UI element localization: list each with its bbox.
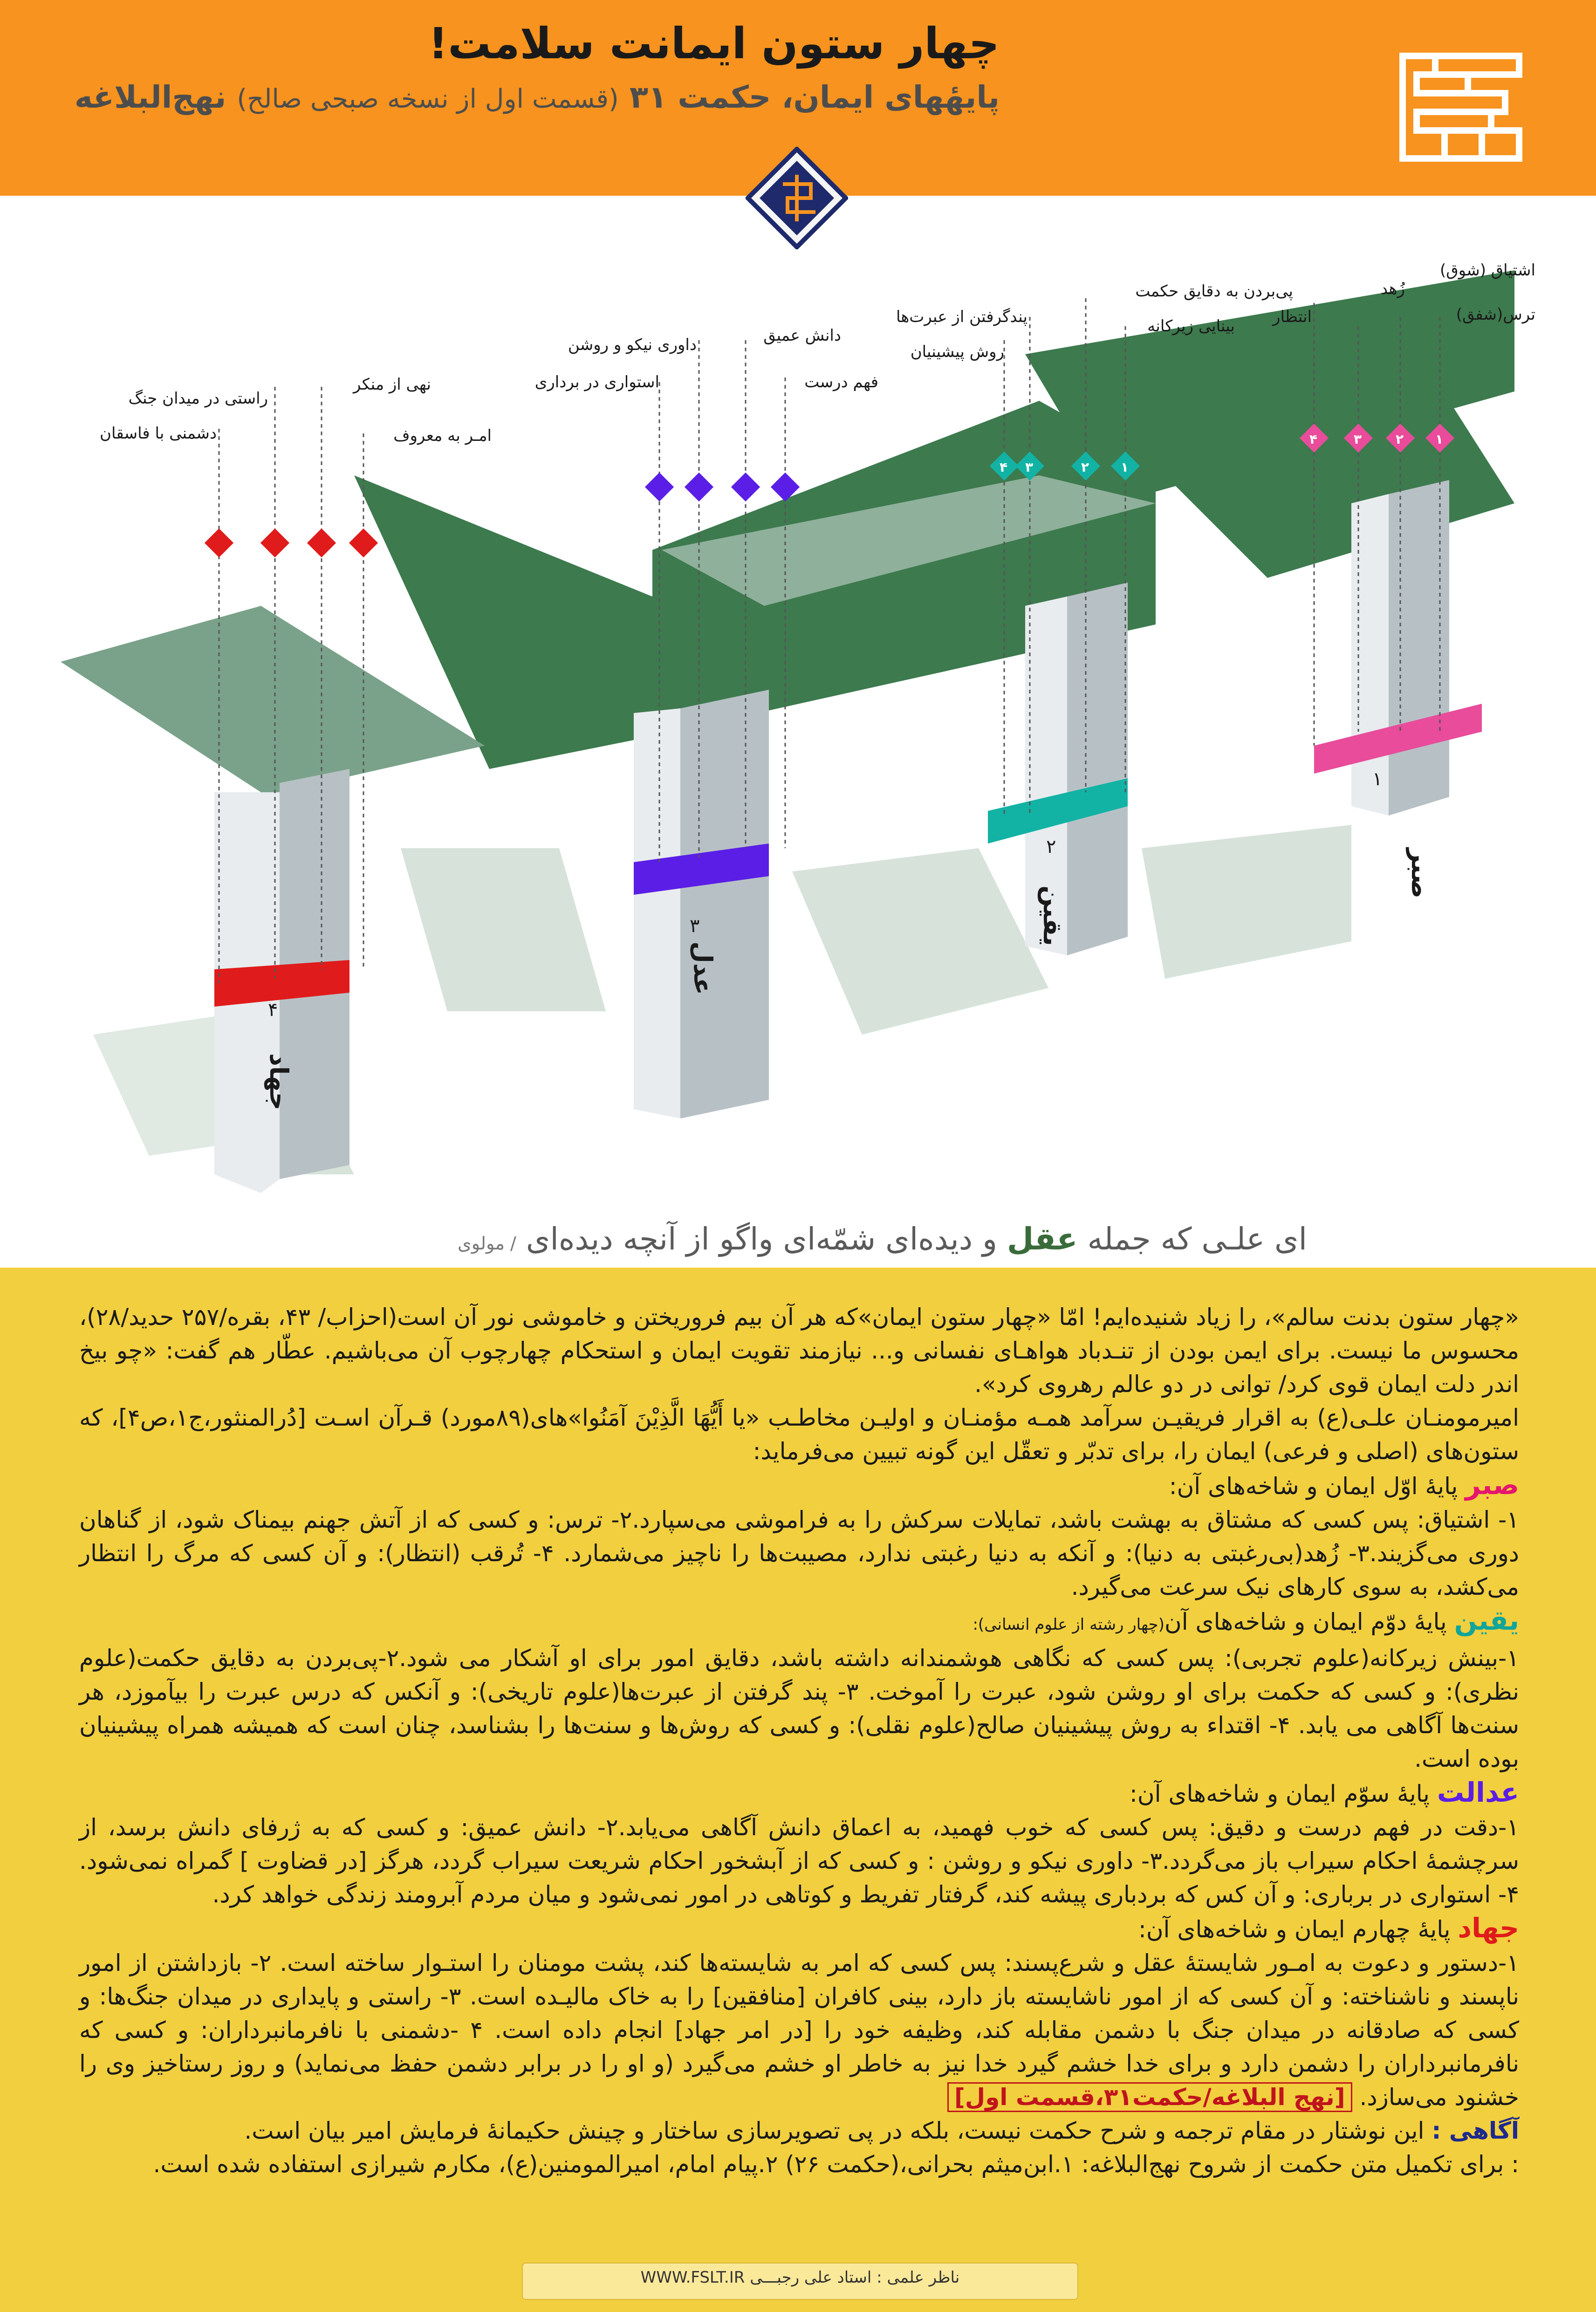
- svg-text:۲: ۲: [1081, 460, 1089, 475]
- footer-text: ناظر علمی : استاد علی رجبـــی WWW.FSLT.IR: [640, 2268, 960, 2287]
- quote-poet: / مولوی: [458, 1233, 516, 1254]
- subtitle-paren: (قسمت اول از نسخه صبحی صالح): [237, 84, 619, 114]
- label-sabr-4: انتظار: [1273, 308, 1312, 326]
- pillar-name-sabr: صبر: [1406, 848, 1435, 899]
- pillar-number-jihad: ۴: [268, 999, 278, 1021]
- jihad-paragraph: ۱-دستور و دعوت به امـور شایستهٔ عقل و شرع‌پسند: پس کسی که امر به شایسته‌ها کند، پشت مومنان را استـوار ساخته است. ۲- بازداشتن از امور ناپسند و ناشناخته: و آن کسی که از امور ناشایسته باز دارد، بینی کافران [منافقین] را به خاک مالیـده است. ۳- راستی و پایداری در میدان جنگ‌ها: و کسی که صادقانه در میدان جنگ با دشمن مقابله کند، وظیفه خود را [در امر جهاد] انجام داده است. ۴ -دشمنی با نافرمانبرداران: و کسی که نافرمانبرداران را دشمن دارد و برای خدا خشم گیرد خدا نیز به خاطر او خشم می‌گیرد (و او را در برابر دشمن حفظ می‌نماید) و روز رستاخیز وی را خشنود می‌سازد. [نهج البلاغه/حکمت۳۱،قسمت اول]: [79, 1946, 1519, 2114]
- pillar-name-yaqin: یقین: [1038, 885, 1067, 946]
- intro-paragraph-2: امیرمومنـان علـی(ع) به اقرار فریقیـن سرآمد همـه مؤمنـان و اولیـن مخاطـب «یا أَیُّهَا الَّذِیْنَ آمَنُوا»های(۸۹مورد) قـرآن اسـت [دُرالمنثور،ج۱،ص۴]، که ستون‌های (اصلی و فرعی) ایمان را، برای تدبّر و تعقّل این گونه تبیین می‌فرماید:: [79, 1404, 1519, 1465]
- subtitle-book: نهج‌البلاغه: [74, 79, 226, 115]
- label-yaqin-2: بینایی زیرکانه: [1147, 317, 1235, 336]
- label-jihad-3: راستی در میدان جنگ: [128, 389, 268, 408]
- label-adl-1: دانش عمیق: [763, 326, 841, 345]
- yaqin-paragraph: ۱-بینش زیرکانه(علوم تجربی): پس کسی که نگاهی هوشمندانه داشته باشد، دقایق امور برای او آشکار می شود.۲-پی‌بردن به دقایق حکمت(علوم نظری): و کسی که حکمت برای او روشن شود، عبرت را آموخت. ۳- پند گرفتن از عبرت‌ها(علوم تاریخی): و آنکس که درس عبرت را بیآموزد، هر سنت‌ها آگاهی می یابد. ۴- اقتداء به روش پیشینیان صالح(علوم نقلی): و کسی که روش‌ها و سنت‌ها را بشناسد، چنان است که همیشه همراه پیشینیان بوده است.: [79, 1645, 1520, 1772]
- svg-text:۳: ۳: [1354, 432, 1362, 447]
- pillar-name-jihad: جهاد: [264, 1053, 294, 1111]
- sabr-heading: صبر پایهٔ اوّل ایمان و شاخه‌های آن:: [1169, 1469, 1519, 1501]
- yaqin-heading: یقین پایهٔ دوّم ایمان و شاخه‌های آن(چهار رشته از علوم انسانی):: [973, 1605, 1519, 1636]
- adl-heading: عدالت پایهٔ سوّم ایمان و شاخه‌های آن:: [1130, 1777, 1519, 1808]
- kufic-logo-icon: [1398, 47, 1524, 163]
- label-jihad-4: دشمنی با فاسقان: [100, 424, 217, 443]
- pillar-number-sabr: ۱: [1372, 768, 1383, 790]
- source-reference: [نهج البلاغه/حکمت۳۱،قسمت اول]: [947, 2082, 1352, 2112]
- label-yaqin-3: پندگرفتن از عبرت‌ها: [896, 308, 1027, 326]
- svg-text:۱: ۱: [1435, 432, 1444, 447]
- svg-text:۴: ۴: [1309, 432, 1318, 447]
- label-adl-4: استواری در برداری: [534, 373, 659, 391]
- label-sabr-3: زُهد: [1380, 280, 1405, 298]
- subtitle-main: پایهٔهای ایمان، حکمت ۳۱: [629, 79, 1000, 115]
- pillar-number-adl: ۳: [690, 915, 700, 937]
- footer-credit: [522, 2263, 1078, 2300]
- pillar-number-yaqin: ۲: [1046, 836, 1056, 858]
- label-yaqin-1: پی‌بردن به دقایق حکمت: [1135, 282, 1293, 301]
- svg-text:۳: ۳: [1025, 460, 1034, 475]
- label-sabr-1: اشتیاق (شوق): [1440, 261, 1535, 280]
- jihad-heading: جهاد پایهٔ چهارم ایمان و شاخه‌های آن:: [1138, 1912, 1519, 1944]
- emblem-icon: [746, 147, 848, 249]
- label-sabr-2: ترس(شفق): [1456, 305, 1535, 324]
- label-jihad-1: نهی از منکر: [353, 375, 431, 394]
- quote-part2: و دیده‌ای شمّه‌ای واگو از آنچه دیده‌ای: [526, 1221, 998, 1257]
- adl-paragraph: ۱-دقت در فهم درست و دقیق: پس کسی که خوب فهمید، به اعماق دانش آگاهی می‌یابد.۲- دانش عمیق: و کسی که به ژرفای دانش برسد، از سرچشمهٔ احکام سیراب باز می‌گردد.۳- داوری نیکو و روشن : و کسی که از آبشخور احکام شریعت سیراب گردد، هرگز [در قضاوت ] گمراه نمی‌شود. ۴- استواری در برباری: و آن کس که بردباری پیشه کند، گرفتار تفریط و کوتاهی در امور نمی‌شود و میان مردم آبرومند زندگی خواهد کرد.: [79, 1814, 1520, 1908]
- poem-quote: [458, 1221, 1307, 1257]
- body-text: [79, 1300, 1519, 2181]
- label-jihad-2: امـر به معروف: [393, 426, 492, 445]
- label-adl-3: داوری نیکو و روشن: [568, 336, 697, 354]
- sabr-paragraph: ۱- اشتیاق: پس کسی که مشتاق به بهشت باشد، تمایلات سرکش را به فراموشی می‌سپارد.۲- ترس: و کسی که از آتش جهنم بیمناک شود، از گناهان دوری می‌گزیند.۳- زُهد(بی‌رغبتی به دنیا): و آنکه به دنیا رغبتی ندارد، مصیبت‌ها را ناچیز می‌شمارد. ۴- تُرقب (انتظار): و آن کسی که مرگ را انتظار می‌کشد، به سوی کارهای نیک سرعت می‌گیرد.: [79, 1506, 1520, 1600]
- label-yaqin-4: روش پیشینیان: [910, 343, 1004, 361]
- note-paragraph-1: آگاهی : این نوشتار در مقام ترجمه و شرح حکمت نیست، بلکه در پی تصویرسازی ساختار و چینش حکیمانهٔ فرمایش امیر بیان است.: [244, 2117, 1519, 2144]
- svg-text:۴: ۴: [1000, 460, 1008, 475]
- page-title: چهار ستون ایمانت سلامت!: [428, 19, 1000, 69]
- pillar-name-adl: عدل: [688, 941, 718, 995]
- intro-paragraph-1: «چهار ستون بدنت سالم»، را زیاد شنیده‌ایم! امّا «چهار ستون ایمان»که هر آن بیم فروریختن و خاموشی نور آن است(احزاب/ ۴۳، بقره/۲۵۷ حدید/۲۸)، محسوس ما نیست. برای ایمن بودن از تنـدباد هواهـای نفسانی و... نیازمند تقویت ایمان و استحکام چهارچوب آن می‌باشیم. عطّار هم گفت: «چو بیخ اندر دلت ایمان قوی کرد/ توانی در دو عالم رهروی کرد».: [79, 1304, 1519, 1398]
- svg-text:۱: ۱: [1121, 460, 1129, 475]
- quote-part1: ای علـی که جمله: [1087, 1221, 1307, 1257]
- quote-bold: عقل: [1007, 1221, 1078, 1257]
- svg-text:۲: ۲: [1396, 432, 1404, 447]
- page-subtitle: [75, 79, 1000, 115]
- note-paragraph-2: : برای تکمیل متن حکمت از شروح نهج‌البلاغه: ۱.ابن‌میثم بحرانی،(حکمت ۲۶) ۲.پیام امام، امیرالمومنین(ع)، مکارم شیرازی استفاده شده است.: [153, 2151, 1519, 2178]
- label-adl-2: فهم درست: [804, 373, 878, 391]
